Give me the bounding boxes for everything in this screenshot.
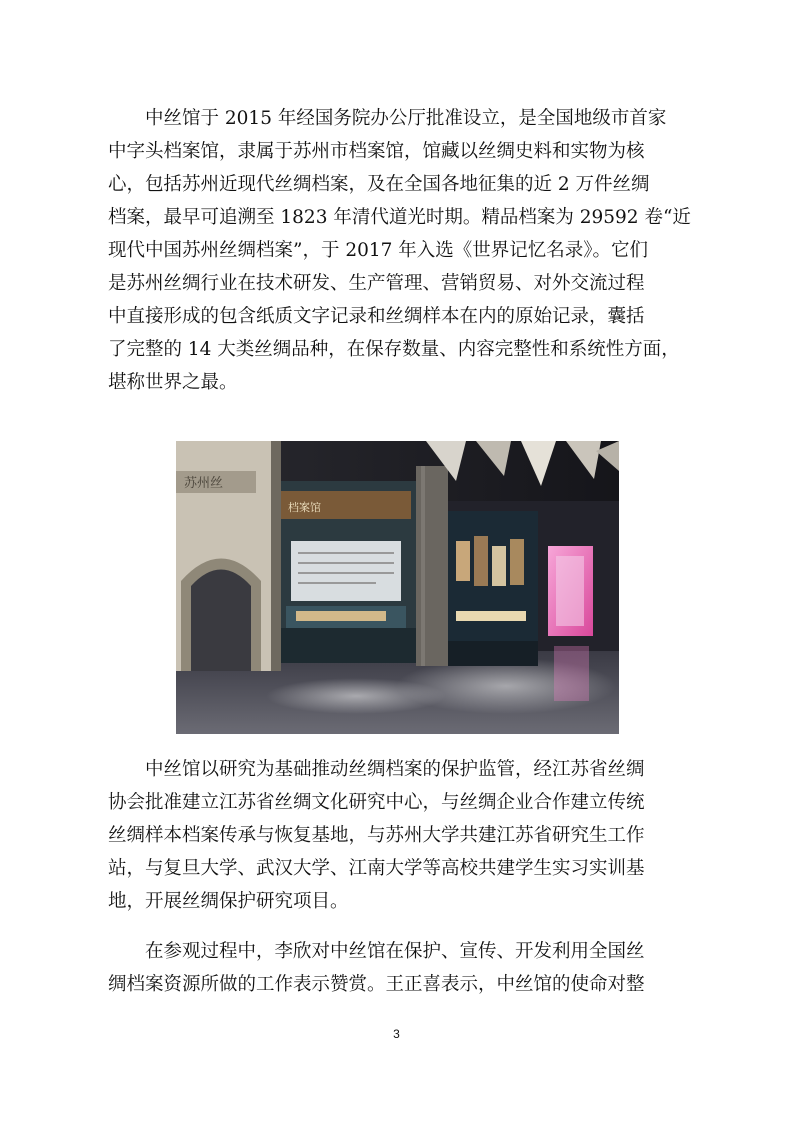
text-line: 现代中国苏州丝绸档案”，于 2017 年入选《世界记忆名录》。它们 <box>108 240 649 261</box>
exhibition-hall-photo <box>176 441 619 734</box>
text-line: 了完整的 14 大类丝绸品种，在保存数量、内容完整性和系统性方面， <box>108 339 680 360</box>
text-line: 是苏州丝绸行业在技术研发、生产管理、营销贸易、对外交流过程 <box>108 273 645 294</box>
facade-inscription: 苏州丝 <box>184 476 224 491</box>
text-line: 绸档案资源所做的工作表示赞赏。王正喜表示，中丝馆的使命对整 <box>108 974 645 995</box>
text-line: 协会批准建立江苏省丝绸文化研究中心，与丝绸企业合作建立传统 <box>108 792 645 813</box>
text-line: 中直接形成的包含纸质文字记录和丝绸样本在内的原始记录，囊括 <box>108 306 645 327</box>
panel-sign: 档案馆 <box>288 501 321 514</box>
text-line: 堪称世界之最。 <box>108 372 238 393</box>
paragraph <box>108 102 700 399</box>
text-line: 心，包括苏州近现代丝绸档案，及在全国各地征集的近 2 万件丝绸 <box>108 174 650 195</box>
text-line: 档案，最早可追溯至 1823 年清代道光时期。精品档案为 29592 卷“近 <box>108 207 691 228</box>
text-line: 在参观过程中，李欣对中丝馆在保护、宣传、开发利用全国丝 <box>145 941 645 962</box>
text-line: 中丝馆于 2015 年经国务院办公厅批准设立，是全国地级市首家 <box>145 108 667 129</box>
text-line: 站，与复旦大学、武汉大学、江南大学等高校共建学生实习实训基 <box>108 858 645 879</box>
text-line: 中字头档案馆，隶属于苏州市档案馆，馆藏以丝绸史料和实物为核 <box>108 141 645 162</box>
paragraph <box>108 753 700 918</box>
text-line: 地，开展丝绸保护研究项目。 <box>108 891 349 912</box>
page-number: 3 <box>393 1027 400 1041</box>
text-line: 丝绸样本档案传承与恢复基地，与苏州大学共建江苏省研究生工作 <box>108 825 645 846</box>
paragraph <box>108 935 700 1001</box>
exhibition-hall-illustration <box>176 441 619 734</box>
text-line: 中丝馆以研究为基础推动丝绸档案的保护监管，经江苏省丝绸 <box>145 759 645 780</box>
